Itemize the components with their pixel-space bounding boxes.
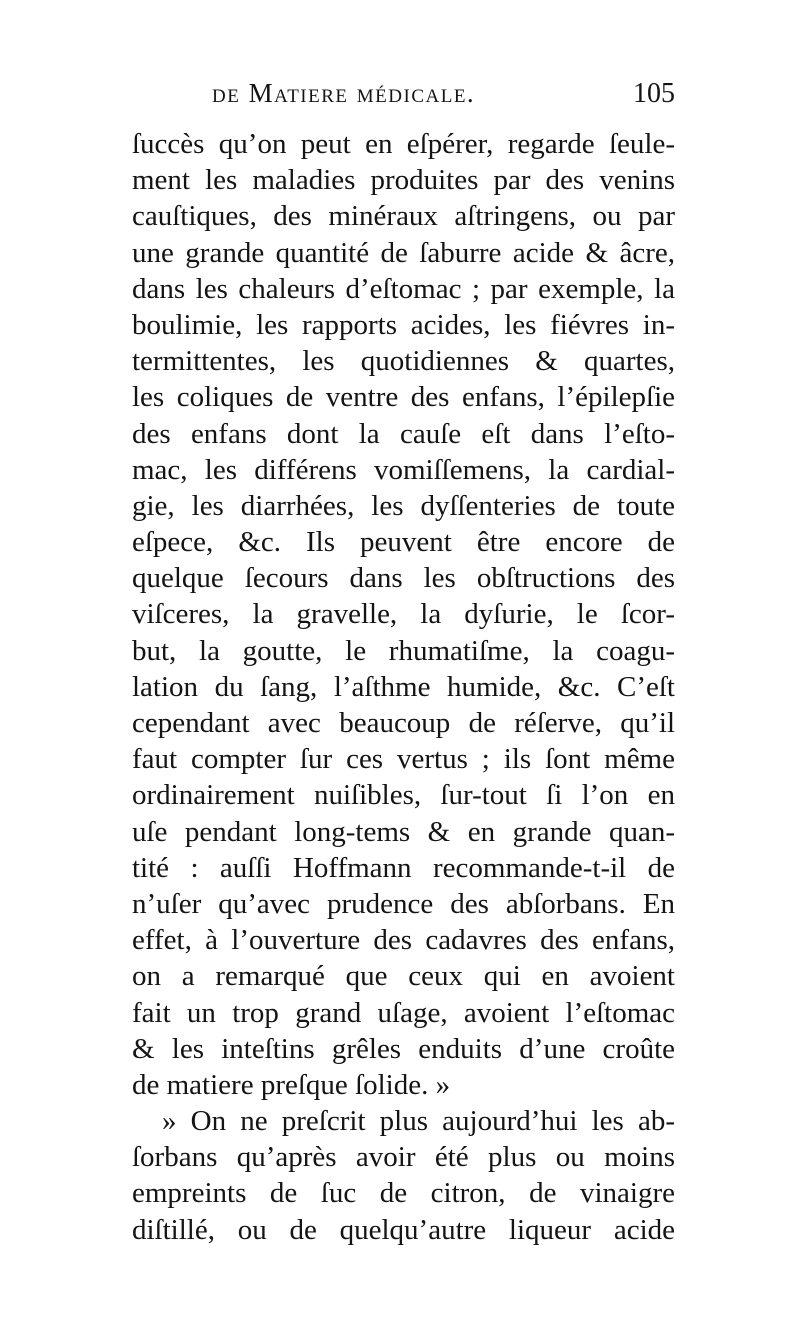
text-line: boulimie, les rapports acides, les fiévres in- [132, 308, 675, 341]
page-number: 105 [633, 78, 675, 109]
text-line: on a remarqué que ceux qui en avoient [132, 960, 675, 993]
text-line: ordinairement nuiſibles, ſur-tout ſi l’on en [132, 779, 675, 812]
text-line: dans les chaleurs d’eſtomac ; par exemple, la [132, 272, 675, 305]
text-line: cependant avec beaucoup de réſerve, qu’il [132, 707, 675, 739]
text-line: diſtillé, ou de quelqu’autre liqueur acide [132, 1213, 675, 1246]
text-line: faut compter ſur ces vertus ; ils ſont même [132, 743, 675, 776]
text-line: n’uſer qu’avec prudence des abſorbans. En [132, 887, 675, 920]
text-line: ment les maladies produites par des venins [132, 164, 675, 197]
text-line: » On ne preſcrit plus aujourd’hui les ab- [162, 1105, 675, 1138]
text-line: tité : auſſi Hoffmann recommande-t-il de [132, 851, 675, 884]
paragraph [132, 1103, 675, 1248]
text-line: des enfans dont la cauſe eſt dans l’eſto- [132, 417, 675, 450]
text-line: les coliques de ventre des enfans, l’épilepſie [132, 381, 675, 414]
page-header [130, 78, 675, 118]
text-line: de matiere preſque ſolide. » [132, 1068, 451, 1101]
body-text [132, 126, 675, 1248]
text-line: fait un trop grand uſage, avoient l’eſtomac [132, 996, 675, 1029]
text-line: quelque ſecours dans les obſtructions des [132, 562, 675, 595]
text-line: ſorbans qu’après avoir été plus ou moins [132, 1141, 675, 1174]
text-line: une grande quantité de ſaburre acide & âcre, [132, 236, 675, 269]
text-line: empreints de ſuc de citron, de vinaigre [132, 1177, 675, 1210]
text-line: termittentes, les quotidiennes & quartes, [132, 345, 675, 378]
text-line: gie, les diarrhées, les dyſſenteries de toute [132, 489, 675, 522]
text-line: cauſtiques, des minéraux aſtringens, ou par [132, 200, 675, 233]
running-title: de Matiere médicale. [212, 78, 476, 108]
text-line: eſpece, &c. Ils peuvent être encore de [132, 526, 675, 559]
text-line: & les inteſtins grêles enduits d’une croûte [132, 1032, 675, 1065]
text-line: uſe pendant long-tems & en grande quan- [132, 815, 675, 848]
text-line: effet, à l’ouverture des cadavres des enfans, [132, 924, 675, 957]
text-line: ſuccès qu’on peut en eſpérer, regarde ſeule- [132, 128, 675, 160]
text-line: but, la goutte, le rhumatiſme, la coagu- [132, 634, 675, 667]
paragraph [132, 126, 675, 1103]
text-line: lation du ſang, l’aſthme humide, &c. C’eſt [132, 670, 675, 703]
text-line: mac, les différens vomiſſemens, la cardial- [132, 453, 675, 486]
text-line: viſceres, la gravelle, la dyſurie, le ſcor- [132, 598, 675, 631]
